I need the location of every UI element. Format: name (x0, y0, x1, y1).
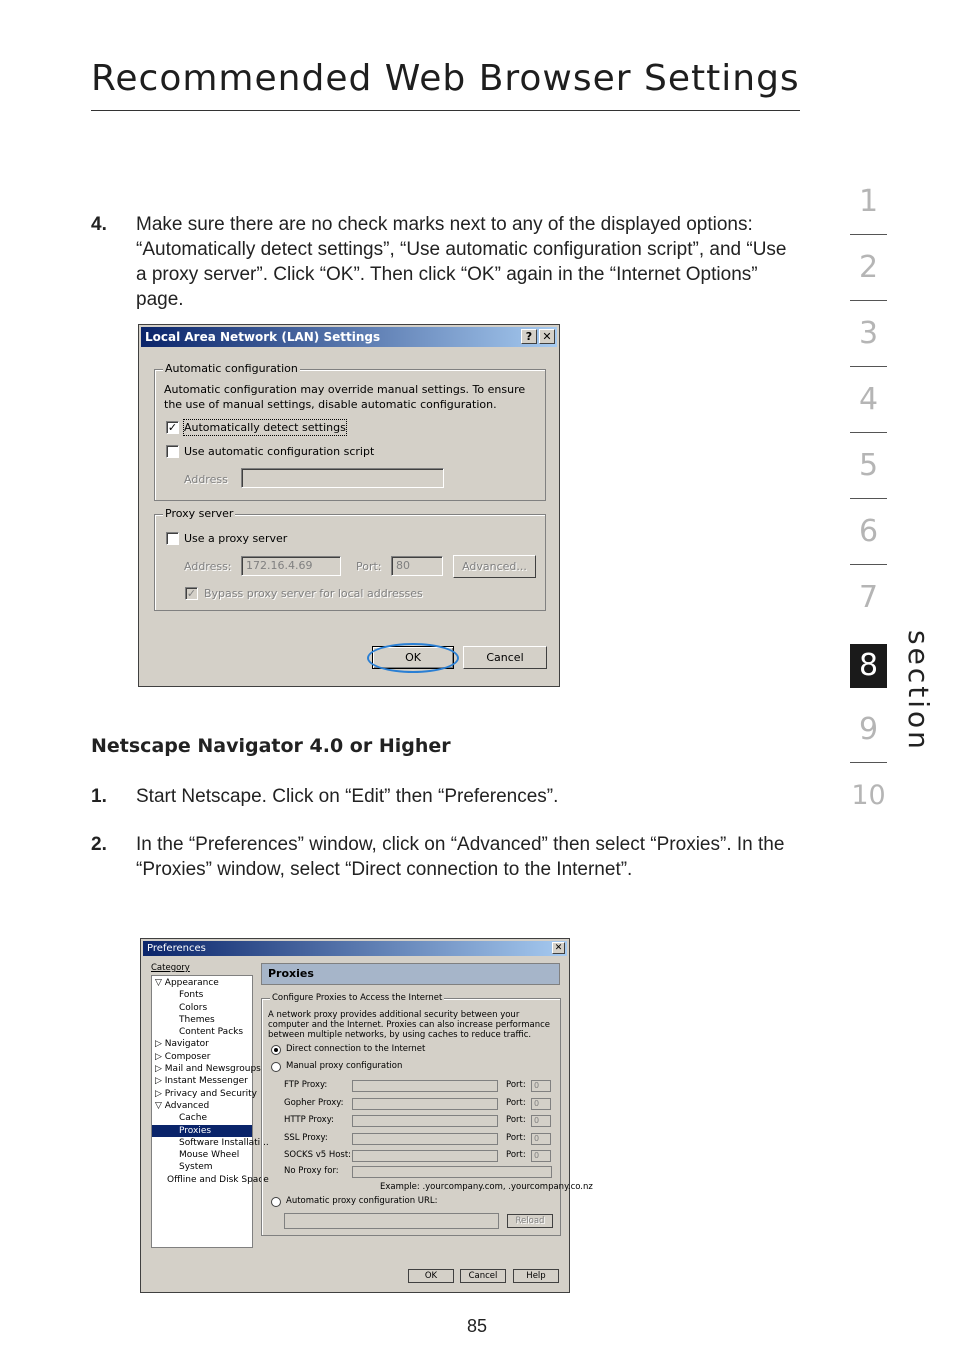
advanced-button[interactable]: Advanced... (453, 555, 536, 578)
category-item[interactable]: ▷ Privacy and Security (155, 1088, 257, 1099)
category-item[interactable]: ▽ Appearance (155, 978, 219, 988)
auto-detect-checkbox[interactable]: ✓ (167, 421, 178, 434)
section-nav-item[interactable]: 1 (858, 184, 879, 219)
page-number: 85 (466, 1316, 488, 1336)
use-proxy-checkbox[interactable] (166, 532, 179, 545)
section-nav-item[interactable]: 8 (850, 644, 887, 688)
prefs-help-button[interactable]: Help (513, 1269, 559, 1283)
proxy-host-input[interactable] (352, 1115, 498, 1127)
category-item[interactable]: Mouse Wheel (179, 1150, 240, 1161)
step-text: Make sure there are no check marks next to any of the displayed options: “Automatically detect settings”, “Use automatic configuration script”, and “Use a proxy server”. Click “OK”. Then click “OK” again in the “Internet Options” page. (136, 214, 787, 310)
reload-button[interactable]: Reload (507, 1214, 553, 1228)
proxy-port-label: Port: (506, 1132, 526, 1143)
step-text: Start Netscape. Click on “Edit” then “Preferences”. (136, 786, 559, 807)
manual-config-radio[interactable] (271, 1062, 281, 1072)
auto-proxy-url-input[interactable] (284, 1213, 499, 1229)
section-nav-item[interactable]: 3 (858, 316, 879, 351)
no-proxy-input[interactable] (352, 1166, 552, 1178)
proxy-address-label: Address: (184, 560, 232, 573)
proxy-port-label: Port: (506, 1097, 526, 1108)
proxy-server-legend: Proxy server (165, 507, 234, 520)
proxy-port-input[interactable]: 0 (531, 1080, 551, 1092)
proxy-port-label: Port: (506, 1115, 526, 1125)
auto-script-checkbox[interactable] (166, 445, 179, 458)
proxy-host-input[interactable] (352, 1080, 498, 1092)
help-icon[interactable]: ? (521, 329, 537, 344)
use-proxy-label[interactable]: Use a proxy server (184, 532, 288, 545)
auto-config-description: Automatic configuration may override manual settings. To ensure the use of manual settings, disable automatic configuration. (164, 383, 526, 411)
section-nav-divider (850, 498, 887, 499)
section-nav-item[interactable]: 2 (858, 250, 879, 285)
auto-config-group (154, 362, 546, 501)
prefs-titlebar (143, 941, 567, 956)
proxy-address-input[interactable]: 172.16.4.69 (241, 556, 341, 576)
section-nav-divider (850, 366, 887, 367)
section-nav-item[interactable]: 5 (858, 448, 879, 483)
proxy-server-group (154, 507, 546, 611)
category-item[interactable]: Content Packs (179, 1027, 244, 1038)
section-nav-item[interactable]: 9 (858, 712, 879, 747)
script-address-label: Address (184, 473, 228, 486)
category-item[interactable]: ▷ Instant Messenger (155, 1076, 248, 1087)
category-item[interactable]: ▷ Composer (155, 1051, 211, 1062)
proxy-host-label: SOCKS v5 Host: (284, 1150, 352, 1160)
auto-script-label[interactable]: Use automatic configuration script (184, 445, 375, 458)
category-label: Category (151, 963, 190, 973)
proxies-group-legend: Configure Proxies to Access the Internet (272, 993, 443, 1003)
bypass-checkbox[interactable]: ✓ (186, 587, 197, 600)
proxy-host-input[interactable] (352, 1098, 498, 1110)
step-number: 1. (91, 786, 107, 807)
netscape-heading: Netscape Navigator 4.0 or Higher (91, 735, 451, 757)
proxy-port-label: Port: (356, 560, 382, 573)
bypass-label[interactable]: Bypass proxy server for local addresses (204, 587, 423, 600)
auto-config-legend: Automatic configuration (165, 362, 298, 375)
proxies-description: A network proxy provides additional security between your computer and the Internet. Proxies can also increase performance between multiple networks, by using caches to reduce traffic. (268, 1010, 551, 1040)
category-item[interactable]: ▷ Navigator (155, 1039, 209, 1050)
proxy-host-input[interactable] (352, 1150, 498, 1162)
section-nav-divider (850, 762, 887, 763)
category-item[interactable]: ▽ Advanced (155, 1100, 210, 1111)
proxy-port-input[interactable]: 0 (531, 1150, 551, 1162)
script-address-input[interactable] (241, 468, 444, 488)
category-item[interactable]: System (179, 1162, 213, 1173)
section-nav-item[interactable]: 4 (858, 382, 879, 417)
category-item[interactable]: ▷ Mail and Newsgroups (155, 1064, 261, 1075)
section-nav-item[interactable]: 10 (851, 780, 886, 811)
no-proxy-example: Example: .yourcompany.com, .yourcompany.co.nz (380, 1182, 593, 1192)
cancel-button[interactable]: Cancel (463, 646, 547, 669)
auto-proxy-url-radio[interactable] (271, 1197, 281, 1207)
section-nav-divider (850, 300, 887, 301)
proxies-panel-header: Proxies (261, 963, 560, 985)
auto-proxy-url-label[interactable]: Automatic proxy configuration URL: (286, 1196, 438, 1206)
category-tree (151, 975, 269, 1248)
lan-dialog-title: Local Area Network (LAN) Settings (145, 330, 381, 344)
section-nav-divider (850, 234, 887, 235)
manual-config-label[interactable]: Manual proxy configuration (286, 1061, 403, 1071)
section-nav-divider (850, 564, 887, 565)
close-icon[interactable]: ✕ (539, 329, 555, 344)
step-text: In the “Preferences” window, click on “Advanced” then select “Proxies”. In the “Proxies” window, select “Direct connection to the Internet”. (136, 834, 785, 880)
page-title: Recommended Web Browser Settings (91, 58, 800, 99)
step-4 (91, 212, 801, 312)
proxy-port-input[interactable]: 0 (531, 1098, 551, 1110)
ok-button[interactable]: OK (372, 646, 454, 669)
netscape-step-2 (91, 832, 801, 882)
category-item[interactable]: Proxies (152, 1125, 252, 1137)
preferences-dialog (140, 938, 593, 1293)
proxy-host-label: FTP Proxy: (284, 1080, 328, 1090)
ok-highlight-ring (367, 643, 459, 673)
proxy-port-label: Port: (506, 1150, 526, 1160)
category-item[interactable]: Fonts (179, 990, 204, 1001)
category-item[interactable]: Software Installati... (179, 1137, 269, 1148)
proxy-host-input[interactable] (352, 1133, 498, 1145)
step-number: 4. (91, 214, 107, 235)
proxy-port-input[interactable]: 0 (531, 1115, 551, 1127)
prefs-cancel-button[interactable]: Cancel (460, 1269, 506, 1283)
close-icon[interactable]: ✕ (552, 942, 565, 954)
proxies-group (261, 993, 593, 1236)
proxy-port-input[interactable]: 80 (391, 556, 443, 576)
direct-connection-label[interactable]: Direct connection to the Internet (286, 1044, 426, 1054)
section-nav-divider (850, 432, 887, 433)
prefs-ok-button[interactable]: OK (408, 1269, 454, 1283)
proxy-host-label: HTTP Proxy: (284, 1115, 334, 1125)
category-item[interactable]: Themes (179, 1014, 215, 1025)
proxy-host-label: SSL Proxy: (284, 1132, 328, 1143)
section-label (895, 630, 945, 750)
category-list (152, 977, 269, 1186)
no-proxy-label: No Proxy for: (284, 1166, 339, 1176)
title-rule (91, 110, 800, 111)
category-item[interactable]: Colors (179, 1002, 208, 1013)
section-label-text: section (902, 630, 935, 752)
proxy-port-label: Port: (506, 1080, 526, 1090)
lan-settings-dialog (138, 324, 560, 687)
proxy-port-input[interactable]: 0 (531, 1133, 551, 1145)
direct-connection-radio[interactable] (271, 1045, 281, 1055)
proxy-host-label: Gopher Proxy: (284, 1097, 344, 1108)
step-number: 2. (91, 834, 107, 855)
category-item[interactable]: Offline and Disk Space (167, 1174, 269, 1185)
auto-detect-label[interactable]: Automatically detect settings (184, 421, 346, 434)
section-nav-item[interactable]: 7 (858, 580, 879, 615)
lan-dialog-titlebar (141, 327, 557, 347)
section-nav-item[interactable]: 6 (858, 514, 879, 549)
category-item[interactable]: Cache (179, 1113, 207, 1124)
netscape-step-1 (91, 784, 801, 809)
prefs-title: Preferences (147, 943, 206, 954)
